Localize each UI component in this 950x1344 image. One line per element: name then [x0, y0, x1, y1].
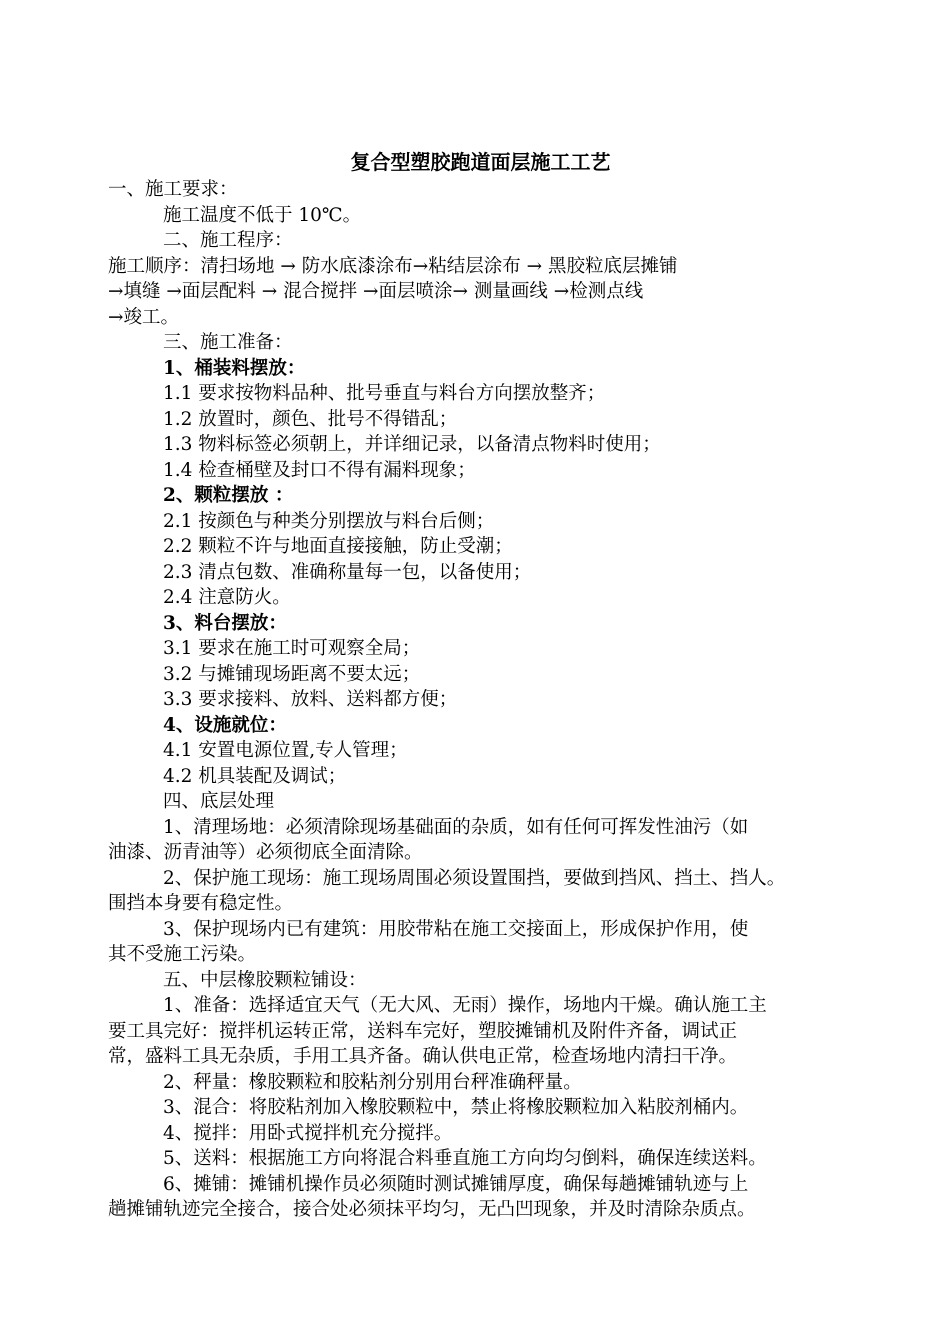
- list-item: 4.2 机具装配及调试；: [163, 765, 347, 787]
- paragraph-line: 6、摊铺：摊铺机操作员必须随时测试摊铺厚度，确保每趟摊铺轨迹与上: [163, 1173, 749, 1195]
- paragraph-line: 施工顺序：清扫场地 → 防水底漆涂布→粘结层涂布 → 黑胶粒底层摊铺: [108, 255, 678, 277]
- section-heading: 四、底层处理: [163, 791, 275, 812]
- paragraph-line: 要工具完好：搅拌机运转正常，送料车完好，塑胶摊铺机及附件齐备，调试正: [108, 1020, 738, 1042]
- section-heading: 三、施工准备：: [163, 332, 293, 353]
- paragraph-line: 围挡本身要有稳定性。: [108, 893, 294, 914]
- list-item: 3.3 要求接料、放料、送料都方便；: [163, 689, 458, 710]
- list-item: 4.1 安置电源位置,专人管理；: [163, 740, 408, 761]
- list-item: 2.3 清点包数、准确称量每一包，以备使用；: [163, 561, 532, 583]
- document-body: [108, 150, 853, 1223]
- paragraph-line: 5、送料：根据施工方向将混合料垂直施工方向均匀倒料，确保连续送料。: [163, 1148, 767, 1169]
- list-item: 2.4 注意防火。: [163, 587, 291, 608]
- section-heading: 一、施工要求：: [108, 179, 238, 200]
- paragraph-line: 4、搅拌：用卧式搅拌机充分搅拌。: [163, 1122, 453, 1144]
- section-heading: 五、中层橡胶颗粒铺设：: [163, 969, 367, 991]
- subsection-heading: 3、料台摆放：: [163, 612, 287, 634]
- list-item: 2.1 按颜色与种类分别摆放与料台后侧；: [163, 510, 495, 532]
- list-item: 1.1 要求按物料品种、批号垂直与料台方向摆放整齐；: [163, 383, 606, 404]
- paragraph-line: 油漆、沥青油等）必须彻底全面清除。: [108, 842, 423, 863]
- paragraph-line: →竣工。: [108, 306, 180, 328]
- subsection-heading: 1、桶装料摆放：: [163, 357, 306, 379]
- list-item: 1.4 检查桶壁及封口不得有漏料现象；: [163, 459, 476, 481]
- paragraph-line: 施工温度不低于 10℃。: [163, 204, 362, 226]
- paragraph-line: →填缝 →面层配料 → 混合搅拌 →面层喷涂→ 测量画线 →检测点线: [108, 281, 644, 302]
- list-item: 1.2 放置时，颜色、批号不得错乱；: [163, 408, 458, 430]
- paragraph-line: 趟摊铺轨迹完全接合，接合处必须抹平均匀，无凸凹现象，并及时清除杂质点。: [108, 1199, 756, 1220]
- list-item: 1.3 物料标签必须朝上，并详细记录，以备清点物料时使用；: [163, 434, 661, 455]
- list-item: 3.2 与摊铺现场距离不要太远；: [163, 663, 421, 685]
- paragraph-line: 1、清理场地：必须清除现场基础面的杂质，如有任何可挥发性油污（如: [163, 816, 749, 838]
- paragraph-line: 其不受施工污染。: [108, 944, 257, 965]
- document-title: 复合型塑胶跑道面层施工工艺: [350, 150, 611, 174]
- paragraph-line: 2、保护施工现场：施工现场周围必须设置围挡，要做到挡风、挡土、挡人。: [163, 867, 786, 889]
- subsection-heading: 4、设施就位：: [163, 714, 287, 736]
- subsection-heading: 2、颗粒摆放 ：: [163, 485, 294, 506]
- list-item: 2.2 颗粒不许与地面直接接触，防止受潮；: [163, 536, 513, 557]
- paragraph-line: 1、准备：选择适宜天气（无大风、无雨）操作，场地内干燥。确认施工主: [163, 995, 767, 1016]
- section-heading: 二、施工程序：: [163, 230, 293, 251]
- paragraph-line: 3、保护现场内已有建筑：用胶带粘在施工交接面上，形成保护作用，使: [163, 918, 749, 940]
- paragraph-line: 3、混合：将胶粘剂加入橡胶颗粒中，禁止将橡胶颗粒加入粘胶剂桶内。: [163, 1097, 749, 1118]
- list-item: 3.1 要求在施工时可观察全局；: [163, 638, 421, 659]
- paragraph-line: 常，盛料工具无杂质，手用工具齐备。确认供电正常，检查场地内清扫干净。: [108, 1046, 738, 1067]
- paragraph-line: 2、秤量：橡胶颗粒和胶粘剂分别用台秤准确秤量。: [163, 1071, 582, 1093]
